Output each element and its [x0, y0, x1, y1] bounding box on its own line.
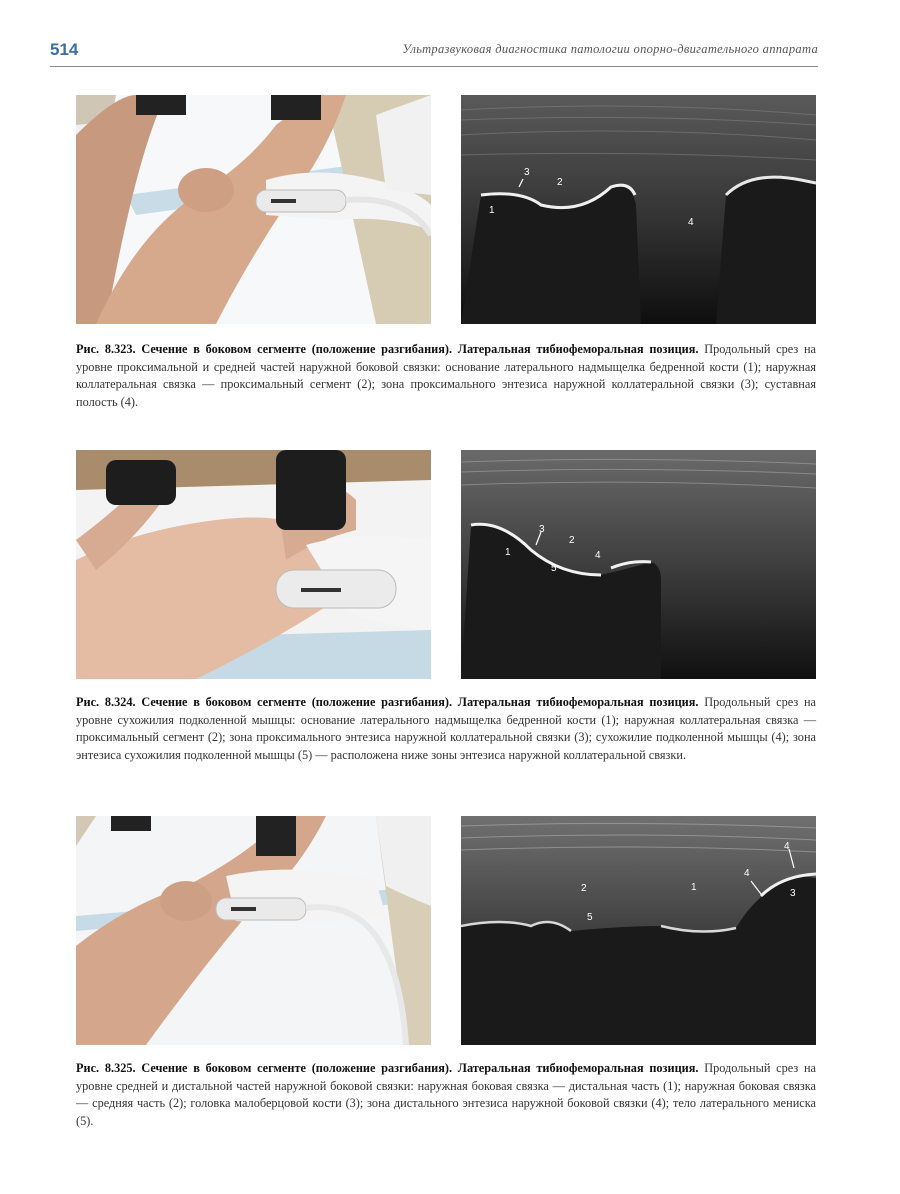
figure-caption: [76, 1060, 816, 1130]
caption-title: Рис. 8.325. Сечение в боковом сегменте (положение разгибания). Латеральная тибиофеморальная позиция.: [76, 1061, 699, 1075]
us-label-3: 3: [539, 524, 545, 535]
caption-title: Рис. 8.324. Сечение в боковом сегменте (положение разгибания). Латеральная тибиофеморальная позиция.: [76, 695, 699, 709]
us-label-3: 3: [790, 888, 796, 899]
ultrasound-image: [461, 95, 816, 324]
patient-photo: [76, 816, 431, 1045]
us-label-1: 1: [691, 882, 697, 893]
us-label-4: 4: [595, 550, 601, 561]
page-number: 514: [50, 40, 79, 59]
us-label-3: 3: [524, 167, 530, 178]
us-label-1: 1: [489, 205, 495, 216]
us-label-4: 4: [688, 217, 694, 228]
us-label-2: 2: [581, 883, 587, 894]
caption-title: Рис. 8.323. Сечение в боковом сегменте (положение разгибания). Латеральная тибиофеморальная позиция.: [76, 342, 699, 356]
page-header: [50, 38, 818, 68]
caption-body: Продольный срез на уровне средней и дистальной частей наружной боковой связки: наружная боковая связка — дистальная часть (1); наружная боковая связка — средняя часть (2); головка малоберцовой кости (3); зона дистального энтезиса наружной боковой связки (4); тело латерального мениска (5).: [76, 1061, 816, 1128]
us-label-1: 1: [505, 547, 511, 558]
us-label-4a: 4: [744, 868, 750, 879]
figure-caption: [76, 341, 816, 411]
us-label-5: 5: [587, 912, 593, 923]
running-title: Ультразвуковая диагностика патологии опорно-двигательного аппарата: [402, 42, 818, 56]
us-label-4b: 4: [784, 841, 790, 852]
caption-body: Продольный срез на уровне проксимальной и средней частей наружной боковой связки: основание латерального надмыщелка бедренной кости (1); наружная коллатеральная связка — проксимальный сегмент (2); зона проксимального энтезиса наружной коллатеральной связки (3); суставная полость (4).: [76, 342, 816, 409]
ultrasound-image: [461, 816, 816, 1045]
patient-photo: [76, 450, 431, 679]
patient-photo: [76, 95, 431, 324]
caption-body: Продольный срез на уровне сухожилия подколенной мышцы: основание латерального надмыщелка бедренной кости (1); наружная коллатеральная связка — проксимальный сегмент (2); зона проксимального энтезиса наружной коллатеральной связки (3); сухожилие подколенной мышцы (4); зона энтезиса сухожилия подколенной мышцы (5) — расположена ниже зоны энтезиса наружной коллатеральной связки.: [76, 695, 816, 762]
figure-caption: [76, 694, 816, 764]
ultrasound-image: [461, 450, 816, 679]
us-label-2: 2: [569, 535, 575, 546]
us-label-5: 5: [551, 563, 557, 574]
us-label-2: 2: [557, 177, 563, 188]
header-rule: [50, 66, 818, 67]
